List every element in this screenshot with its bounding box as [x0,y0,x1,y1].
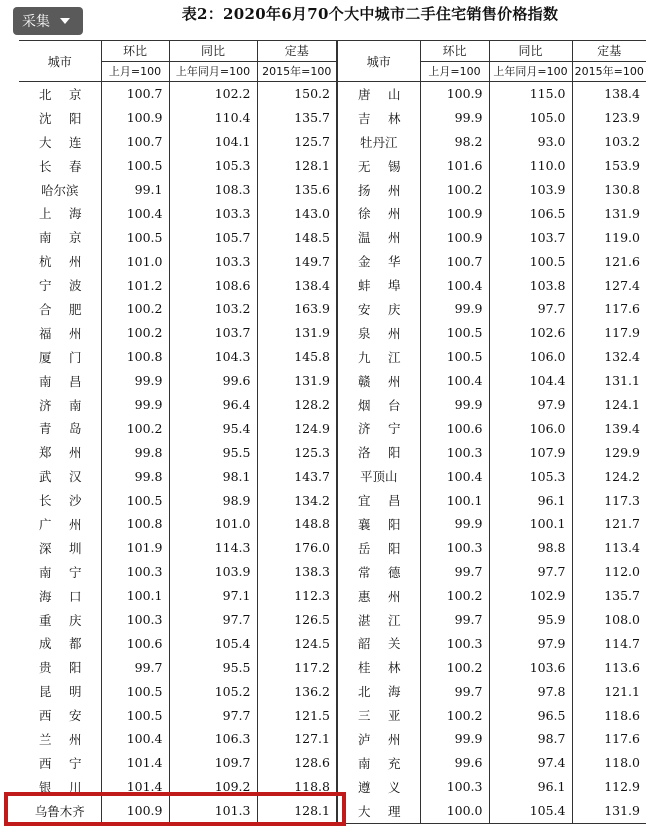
header-yoy-left: 同比 [169,41,257,62]
yoy-value: 103.7 [489,225,572,249]
city-name: 济南 [39,397,82,413]
mom-value: 100.4 [420,369,489,393]
table-row [19,154,646,178]
yoy-value: 106.0 [489,345,572,369]
mom-value: 101.0 [101,249,169,273]
mom-value: 99.8 [101,464,169,488]
base-value: 131.9 [257,369,337,393]
city-name: 九江 [337,345,420,369]
header-city-left: 城市 [19,41,101,82]
yoy-value: 97.7 [489,560,572,584]
mom-value: 100.7 [101,130,169,154]
base-value: 131.9 [257,321,337,345]
mom-value: 100.7 [101,82,169,106]
base-value: 124.5 [257,631,337,655]
base-value: 112.0 [572,560,646,584]
mom-value: 99.9 [420,393,489,417]
base-value: 117.3 [572,488,646,512]
base-value: 138.3 [257,560,337,584]
mom-value: 99.9 [420,297,489,321]
base-value: 125.7 [257,130,337,154]
city-name: 福州 [39,325,82,341]
mom-value: 100.2 [101,416,169,440]
city-name: 南宁 [39,564,82,580]
city-name: 常德 [337,560,420,584]
mom-value: 100.4 [101,727,169,751]
yoy-value: 115.0 [489,82,572,106]
base-value: 132.4 [572,345,646,369]
mom-value: 100.9 [420,82,489,106]
city-name: 济宁 [337,416,420,440]
yoy-value: 103.9 [489,178,572,202]
city-name: 重庆 [39,612,82,628]
city-name: 长春 [39,158,82,174]
collect-dropdown-button[interactable] [13,7,83,35]
mom-value: 100.5 [101,154,169,178]
yoy-value: 105.2 [169,679,257,703]
city-name: 南充 [337,751,420,775]
mom-value: 100.3 [420,775,489,799]
base-value: 123.9 [572,106,646,130]
base-value: 139.4 [572,416,646,440]
table-row [19,345,646,369]
city-name: 泉州 [337,321,420,345]
base-value: 135.6 [257,178,337,202]
collect-button-label: 采集 [22,14,50,30]
city-name: 昆明 [39,684,82,700]
city-name: 深圳 [39,540,82,556]
city-name: 蚌埠 [337,273,420,297]
mom-value: 100.9 [101,106,169,130]
mom-value: 100.4 [420,464,489,488]
table-row [19,512,646,536]
yoy-value: 95.5 [169,655,257,679]
yoy-value: 98.8 [489,536,572,560]
mom-value: 100.9 [420,225,489,249]
subheader-base-right: 2015年=100 [572,61,646,82]
city-name: 成都 [39,636,82,652]
yoy-value: 96.1 [489,775,572,799]
yoy-value: 100.1 [489,512,572,536]
base-value: 143.0 [257,201,337,225]
table-row [19,464,646,488]
base-value: 126.5 [257,608,337,632]
city-name: 湛江 [337,608,420,632]
yoy-value: 101.3 [169,799,257,823]
yoy-value: 102.2 [169,82,257,106]
table-row [19,106,646,130]
mom-value: 100.5 [101,488,169,512]
table-row [19,799,646,823]
base-value: 128.1 [257,154,337,178]
city-name: 无锡 [337,154,420,178]
city-name: 大连 [39,134,82,150]
yoy-value: 106.3 [169,727,257,751]
yoy-value: 105.0 [489,106,572,130]
subheader-mom-left: 上月=100 [101,61,169,82]
mom-value: 100.0 [420,799,489,823]
city-name: 三亚 [337,703,420,727]
city-name: 哈尔滨 [40,182,79,198]
base-value: 176.0 [257,536,337,560]
city-name: 厦门 [39,349,82,365]
base-value: 125.3 [257,440,337,464]
base-value: 134.2 [257,488,337,512]
city-name: 唐山 [337,82,420,106]
yoy-value: 103.2 [169,297,257,321]
mom-value: 100.3 [101,560,169,584]
base-value: 121.1 [572,679,646,703]
base-value: 128.2 [257,393,337,417]
table-row [19,393,646,417]
table-row [19,727,646,751]
city-name: 西宁 [39,755,82,771]
yoy-value: 97.8 [489,679,572,703]
yoy-value: 102.6 [489,321,572,345]
mom-value: 98.2 [420,130,489,154]
table-row [19,631,646,655]
mom-value: 100.4 [101,201,169,225]
base-value: 136.2 [257,679,337,703]
city-name: 长沙 [39,493,82,509]
yoy-value: 98.7 [489,727,572,751]
base-value: 138.4 [257,273,337,297]
mom-value: 99.9 [420,512,489,536]
table-row [19,249,646,273]
city-name: 桂林 [337,655,420,679]
city-name: 韶关 [337,631,420,655]
base-value: 148.8 [257,512,337,536]
mom-value: 99.8 [101,440,169,464]
city-name: 金华 [337,249,420,273]
base-value: 121.5 [257,703,337,727]
yoy-value: 97.7 [169,703,257,727]
table-row [19,225,646,249]
table-row [19,201,646,225]
table-row [19,416,646,440]
header-base-right: 定基 [572,41,646,62]
city-name: 宜昌 [337,488,420,512]
base-value: 149.7 [257,249,337,273]
base-value: 150.2 [257,82,337,106]
yoy-value: 97.1 [169,584,257,608]
yoy-value: 97.7 [169,608,257,632]
table-row [19,560,646,584]
city-name: 安庆 [337,297,420,321]
base-value: 145.8 [257,345,337,369]
header-mom-right: 环比 [420,41,489,62]
yoy-value: 109.2 [169,775,257,799]
city-name: 宁波 [39,278,82,294]
mom-value: 101.2 [101,273,169,297]
mom-value: 100.9 [101,799,169,823]
yoy-value: 96.1 [489,488,572,512]
yoy-value: 105.7 [169,225,257,249]
city-name: 银川 [39,779,82,795]
city-name: 洛阳 [337,440,420,464]
base-value: 117.2 [257,655,337,679]
table-row [19,178,646,202]
mom-value: 100.8 [101,512,169,536]
table-title: 表2：2020年6月70个大中城市二手住宅销售价格指数 [181,5,559,23]
city-name: 武汉 [39,469,82,485]
mom-value: 100.7 [420,249,489,273]
mom-value: 100.3 [420,440,489,464]
yoy-value: 104.3 [169,345,257,369]
city-name: 岳阳 [337,536,420,560]
city-name: 杭州 [39,254,82,270]
base-value: 153.9 [572,154,646,178]
header-yoy-right: 同比 [489,41,572,62]
mom-value: 100.3 [420,536,489,560]
yoy-value: 105.4 [169,631,257,655]
mom-value: 99.9 [101,393,169,417]
city-name: 南京 [39,230,82,246]
yoy-value: 95.9 [489,608,572,632]
base-value: 128.1 [257,799,337,823]
yoy-value: 95.4 [169,416,257,440]
base-value: 128.6 [257,751,337,775]
mom-value: 100.5 [101,225,169,249]
yoy-value: 99.6 [169,369,257,393]
base-value: 112.9 [572,775,646,799]
table-row [19,775,646,799]
base-value: 103.2 [572,130,646,154]
table-row [19,82,646,106]
mom-value: 99.6 [420,751,489,775]
city-name: 北京 [39,86,82,102]
mom-value: 99.1 [101,178,169,202]
yoy-value: 106.0 [489,416,572,440]
base-value: 130.8 [572,178,646,202]
header-city-right: 城市 [337,41,420,82]
yoy-value: 103.3 [169,249,257,273]
yoy-value: 97.9 [489,393,572,417]
city-name: 兰州 [39,731,82,747]
base-value: 117.6 [572,297,646,321]
city-name: 北海 [337,679,420,703]
base-value: 119.0 [572,225,646,249]
yoy-value: 104.4 [489,369,572,393]
yoy-value: 105.3 [169,154,257,178]
base-value: 121.7 [572,512,646,536]
table-row [19,273,646,297]
base-value: 131.9 [572,799,646,823]
base-value: 114.7 [572,631,646,655]
yoy-value: 103.3 [169,201,257,225]
yoy-value: 109.7 [169,751,257,775]
city-name: 平顶山 [337,464,420,488]
yoy-value: 103.6 [489,655,572,679]
base-value: 117.6 [572,727,646,751]
mom-value: 100.4 [420,273,489,297]
subheader-base-left: 2015年=100 [257,61,337,82]
city-name: 徐州 [337,201,420,225]
mom-value: 100.5 [101,703,169,727]
city-name: 吉林 [337,106,420,130]
table-row [19,679,646,703]
yoy-value: 103.9 [169,560,257,584]
base-value: 129.9 [572,440,646,464]
yoy-value: 96.4 [169,393,257,417]
yoy-value: 97.9 [489,631,572,655]
mom-value: 99.9 [420,727,489,751]
yoy-value: 106.5 [489,201,572,225]
base-value: 135.7 [257,106,337,130]
mom-value: 99.7 [420,679,489,703]
base-value: 112.3 [257,584,337,608]
table-row [19,369,646,393]
city-name: 郑州 [39,445,82,461]
base-value: 127.4 [572,273,646,297]
yoy-value: 97.4 [489,751,572,775]
city-name: 沈阳 [39,110,82,126]
mom-value: 101.4 [101,775,169,799]
mom-value: 101.4 [101,751,169,775]
mom-value: 100.9 [420,201,489,225]
base-value: 131.9 [572,201,646,225]
base-value: 131.1 [572,369,646,393]
mom-value: 100.2 [101,297,169,321]
city-name: 西安 [39,708,82,724]
base-value: 148.5 [257,225,337,249]
city-name: 遵义 [337,775,420,799]
city-name: 上海 [39,206,82,222]
city-name: 贵阳 [39,660,82,676]
base-value: 124.9 [257,416,337,440]
yoy-value: 102.9 [489,584,572,608]
subheader-yoy-right: 上年同月=100 [489,61,572,82]
price-index-table [19,40,646,824]
mom-value: 101.9 [101,536,169,560]
mom-value: 100.2 [420,655,489,679]
yoy-value: 110.4 [169,106,257,130]
mom-value: 100.8 [101,345,169,369]
city-name: 赣州 [337,369,420,393]
base-value: 124.1 [572,393,646,417]
table-row [19,297,646,321]
city-name: 青岛 [39,421,82,437]
mom-value: 99.7 [101,655,169,679]
table-row [19,608,646,632]
city-name: 温州 [337,225,420,249]
mom-value: 100.6 [101,631,169,655]
table-row [19,440,646,464]
subheader-yoy-left: 上年同月=100 [169,61,257,82]
base-value: 124.2 [572,464,646,488]
city-name: 惠州 [337,584,420,608]
base-value: 113.6 [572,655,646,679]
city-name: 乌鲁木齐 [19,799,101,823]
yoy-value: 105.4 [489,799,572,823]
yoy-value: 110.0 [489,154,572,178]
caret-down-icon [60,18,70,24]
city-name: 南昌 [39,373,82,389]
base-value: 127.1 [257,727,337,751]
city-name: 合肥 [39,301,82,317]
table-row [19,655,646,679]
mom-value: 101.6 [420,154,489,178]
yoy-value: 103.7 [169,321,257,345]
mom-value: 100.1 [101,584,169,608]
mom-value: 100.2 [420,584,489,608]
base-value: 118.6 [572,703,646,727]
base-value: 121.6 [572,249,646,273]
mom-value: 100.5 [420,345,489,369]
table-row [19,130,646,154]
base-value: 135.7 [572,584,646,608]
city-name: 牡丹江 [337,130,420,154]
city-name: 大理 [337,799,420,823]
yoy-value: 108.3 [169,178,257,202]
yoy-value: 95.5 [169,440,257,464]
yoy-value: 103.8 [489,273,572,297]
yoy-value: 101.0 [169,512,257,536]
table-row [19,584,646,608]
table-row [19,703,646,727]
yoy-value: 96.5 [489,703,572,727]
mom-value: 100.3 [420,631,489,655]
yoy-value: 93.0 [489,130,572,154]
table-row [19,536,646,560]
base-value: 118.0 [572,751,646,775]
base-value: 117.9 [572,321,646,345]
mom-value: 100.2 [420,703,489,727]
table-row [19,488,646,512]
mom-value: 100.3 [101,608,169,632]
city-name: 泸州 [337,727,420,751]
header-base-left: 定基 [257,41,337,62]
base-value: 108.0 [572,608,646,632]
mom-value: 100.5 [420,321,489,345]
yoy-value: 107.9 [489,440,572,464]
yoy-value: 108.6 [169,273,257,297]
base-value: 163.9 [257,297,337,321]
yoy-value: 114.3 [169,536,257,560]
city-name: 海口 [39,588,82,604]
mom-value: 100.5 [101,679,169,703]
yoy-value: 100.5 [489,249,572,273]
yoy-value: 104.1 [169,130,257,154]
yoy-value: 105.3 [489,464,572,488]
city-name: 扬州 [337,178,420,202]
table-row [19,321,646,345]
mom-value: 100.6 [420,416,489,440]
yoy-value: 98.9 [169,488,257,512]
city-name: 广州 [39,516,82,532]
mom-value: 99.9 [101,369,169,393]
mom-value: 100.2 [101,321,169,345]
subheader-mom-right: 上月=100 [420,61,489,82]
base-value: 113.4 [572,536,646,560]
mom-value: 99.9 [420,106,489,130]
table-row [19,751,646,775]
base-value: 143.7 [257,464,337,488]
mom-value: 100.2 [420,178,489,202]
mom-value: 99.7 [420,608,489,632]
mom-value: 100.1 [420,488,489,512]
mom-value: 99.7 [420,560,489,584]
base-value: 138.4 [572,82,646,106]
yoy-value: 97.7 [489,297,572,321]
city-name: 烟台 [337,393,420,417]
header-mom-left: 环比 [101,41,169,62]
city-name: 襄阳 [337,512,420,536]
yoy-value: 98.1 [169,464,257,488]
base-value: 118.8 [257,775,337,799]
